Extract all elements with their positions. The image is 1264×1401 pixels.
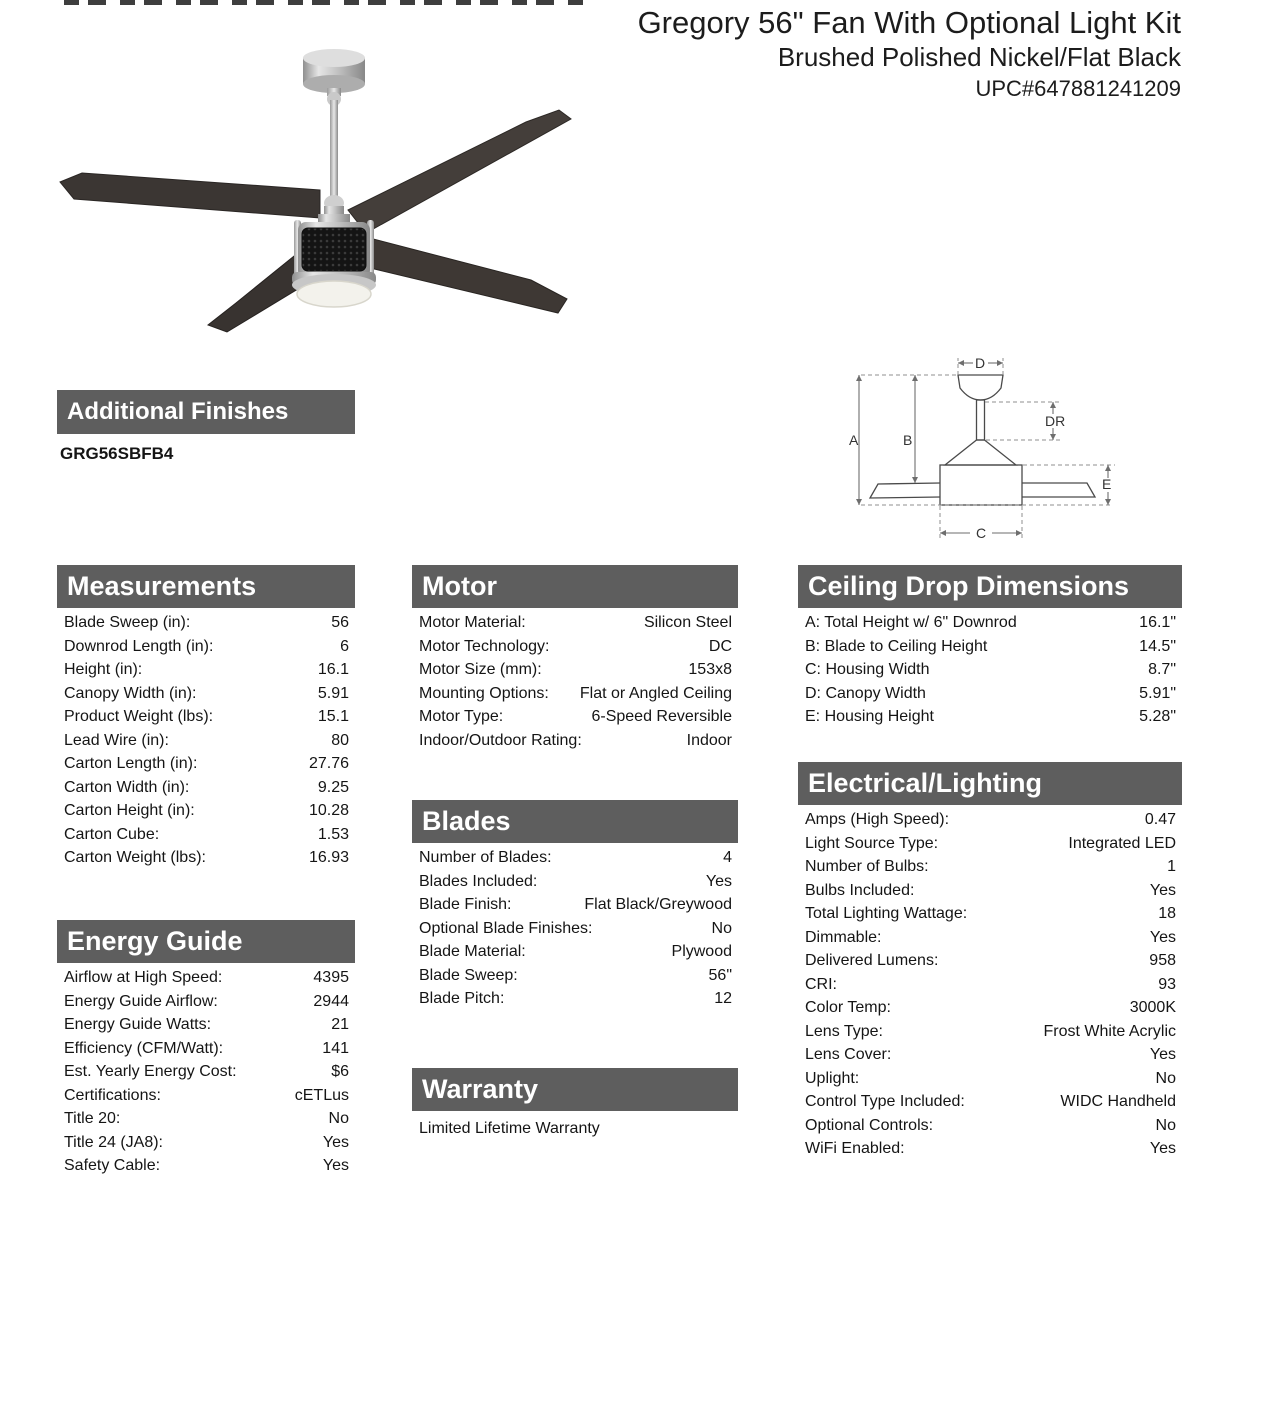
spec-label: Downrod Length (in): (64, 637, 214, 655)
diagram-label-d: D (974, 355, 986, 371)
spec-value: 141 (322, 1039, 349, 1057)
spec-label: Number of Bulbs: (805, 858, 929, 875)
motor-table (412, 611, 738, 752)
product-title: Gregory 56" Fan With Optional Light Kit (637, 5, 1181, 40)
spec-label: Blade Sweep (in): (64, 614, 191, 631)
spec-value: 18 (1158, 905, 1176, 922)
measurements-title: Measurements (67, 571, 257, 601)
ceiling-drop-title: Ceiling Drop Dimensions (808, 571, 1130, 601)
spec-row (412, 893, 738, 917)
spec-value: 9.25 (317, 778, 349, 796)
electrical-lighting-title: Electrical/Lighting (808, 768, 1043, 798)
spec-label: Carton Weight (lbs): (64, 849, 206, 866)
spec-row (57, 752, 355, 776)
spec-row (57, 1154, 355, 1178)
spec-row (412, 917, 738, 941)
warranty-note: Limited Lifetime Warranty (419, 1120, 600, 1137)
diagram-label-e: E (1102, 476, 1112, 492)
spec-value: 14.5" (1139, 637, 1176, 655)
spec-label: Blades Included: (419, 872, 538, 890)
spec-row (798, 1090, 1182, 1114)
additional-finishes-section (57, 390, 355, 464)
blades-table (412, 846, 738, 1011)
spec-value: 16.1" (1139, 614, 1176, 631)
spec-label: A: Total Height w/ 6" Downrod (805, 614, 1017, 631)
spec-label: Airflow at High Speed: (64, 969, 223, 986)
spec-label: Energy Guide Airflow: (64, 992, 218, 1010)
spec-value: 4395 (313, 969, 349, 986)
spec-value: No (1155, 1116, 1176, 1134)
clipped-top-text (64, 0, 586, 5)
spec-row (798, 1137, 1182, 1161)
spec-row (57, 1084, 355, 1108)
spec-value: DC (708, 637, 732, 655)
spec-value: Plywood (671, 943, 732, 960)
spec-label: Indoor/Outdoor Rating: (419, 731, 582, 749)
measurements-header (57, 565, 355, 608)
spec-label: Total Lighting Wattage: (805, 905, 968, 922)
energy-guide-table (57, 966, 355, 1178)
motor-title: Motor (422, 571, 497, 601)
electrical-lighting-section (798, 762, 1182, 1161)
diagram-label-dr: DR (1045, 413, 1066, 429)
spec-value: 10.28 (308, 802, 349, 819)
energy-guide-title: Energy Guide (67, 926, 243, 956)
spec-label: Efficiency (CFM/Watt): (64, 1039, 224, 1057)
spec-label: Amps (High Speed): (805, 811, 950, 828)
spec-label: Lens Type: (805, 1022, 883, 1040)
motor-section (412, 565, 738, 752)
spec-value: 1.53 (317, 825, 349, 843)
spec-row (412, 964, 738, 988)
spec-row (412, 635, 738, 659)
spec-label: Canopy Width (in): (64, 684, 197, 702)
spec-label: Color Temp: (805, 999, 891, 1016)
spec-row (412, 940, 738, 964)
spec-row (798, 1043, 1182, 1067)
spec-value: No (1155, 1069, 1176, 1087)
product-upc: UPC#647881241209 (975, 76, 1181, 101)
energy-guide-section (57, 920, 355, 1178)
spec-row (412, 658, 738, 682)
spec-row (798, 808, 1182, 832)
spec-label: Uplight: (805, 1069, 860, 1087)
spec-label: Bulbs Included: (805, 881, 915, 899)
blades-title: Blades (422, 806, 511, 836)
spec-label: Certifications: (64, 1086, 161, 1104)
spec-label: Motor Size (mm): (419, 661, 542, 678)
spec-label: Blade Pitch: (419, 990, 505, 1007)
product-finish: Brushed Polished Nickel/Flat Black (777, 42, 1181, 72)
blades-section (412, 800, 738, 1011)
spec-row (57, 1013, 355, 1037)
spec-row (57, 776, 355, 800)
spec-row (57, 729, 355, 753)
spec-row (412, 611, 738, 635)
spec-label: Carton Width (in): (64, 778, 190, 796)
spec-value: 6 (340, 637, 349, 655)
spec-value: Flat Black/Greywood (584, 896, 732, 913)
spec-label: Lens Cover: (805, 1046, 892, 1063)
spec-row (412, 705, 738, 729)
spec-row (412, 846, 738, 870)
spec-label: Motor Type: (419, 708, 504, 725)
spec-label: Energy Guide Watts: (64, 1016, 212, 1033)
energy-guide-header (57, 920, 355, 963)
diagram-label-a: A (849, 432, 859, 448)
spec-label: D: Canopy Width (805, 684, 926, 702)
spec-row (57, 682, 355, 706)
spec-value: Flat or Angled Ceiling (579, 684, 732, 702)
spec-label: Blade Sweep: (419, 966, 518, 984)
spec-row (798, 682, 1182, 706)
blades-header (412, 800, 738, 843)
spec-label: Product Weight (lbs): (64, 708, 214, 725)
spec-value: Yes (322, 1157, 349, 1174)
spec-row (57, 611, 355, 635)
spec-row (798, 949, 1182, 973)
spec-row (57, 846, 355, 870)
spec-value: 80 (331, 731, 349, 749)
spec-label: Motor Technology: (419, 637, 550, 655)
ceiling-drop-table (798, 611, 1182, 729)
spec-value: 153x8 (688, 661, 732, 678)
spec-value: Yes (322, 1133, 349, 1151)
spec-value: 56" (708, 966, 732, 984)
ceiling-drop-header (798, 565, 1182, 608)
spec-value: No (711, 919, 732, 937)
spec-row (57, 1131, 355, 1155)
spec-label: Blade Material: (419, 943, 526, 960)
spec-label: Optional Controls: (805, 1116, 934, 1134)
electrical-lighting-header (798, 762, 1182, 805)
diagram-label-c: C (975, 525, 987, 541)
spec-label: Title 20: (64, 1110, 121, 1127)
spec-value: Integrated LED (1068, 834, 1176, 852)
spec-label: Dimmable: (805, 928, 882, 946)
spec-value: Yes (1149, 928, 1176, 946)
spec-row (57, 823, 355, 847)
measurements-section (57, 565, 355, 870)
spec-label: Carton Cube: (64, 825, 160, 843)
spec-value: Yes (1149, 1140, 1176, 1157)
spec-row (57, 1037, 355, 1061)
spec-label: Lead Wire (in): (64, 731, 169, 749)
spec-row (57, 658, 355, 682)
warranty-title: Warranty (422, 1074, 539, 1104)
spec-row (798, 902, 1182, 926)
spec-value: 6-Speed Reversible (591, 708, 732, 725)
spec-value: No (328, 1110, 349, 1127)
finish-model-number: GRG56SBFB4 (60, 444, 174, 463)
spec-value: 958 (1149, 952, 1176, 969)
spec-value: Frost White Acrylic (1043, 1022, 1176, 1040)
spec-label: Est. Yearly Energy Cost: (64, 1063, 237, 1080)
spec-value: cETLus (294, 1086, 349, 1104)
spec-label: Light Source Type: (805, 834, 939, 852)
spec-label: Motor Material: (419, 614, 526, 631)
spec-row (798, 973, 1182, 997)
spec-row (412, 870, 738, 894)
spec-label: Title 24 (JA8): (64, 1133, 163, 1151)
spec-row (412, 682, 738, 706)
spec-label: C: Housing Width (805, 661, 930, 678)
spec-value: 8.7" (1148, 661, 1176, 678)
spec-value: 16.1 (317, 661, 349, 678)
spec-row (798, 879, 1182, 903)
spec-row (57, 705, 355, 729)
spec-row (412, 729, 738, 753)
spec-row (57, 990, 355, 1014)
spec-label: Mounting Options: (419, 684, 549, 702)
spec-label: Optional Blade Finishes: (419, 919, 593, 937)
ceiling-drop-section (798, 565, 1182, 729)
spec-row (798, 635, 1182, 659)
spec-label: Carton Length (in): (64, 755, 198, 772)
spec-value: Yes (1149, 881, 1176, 899)
spec-value: 5.28" (1139, 708, 1176, 725)
spec-value: 93 (1158, 975, 1176, 993)
ceiling-drop-diagram (845, 348, 1125, 548)
spec-value: Yes (1149, 1046, 1176, 1063)
spec-row (798, 996, 1182, 1020)
electrical-lighting-table (798, 808, 1182, 1161)
spec-value: WIDC Handheld (1060, 1093, 1176, 1110)
spec-value: 2944 (313, 992, 349, 1010)
spec-row (57, 799, 355, 823)
spec-value: Silicon Steel (643, 614, 732, 631)
spec-value: 0.47 (1144, 811, 1176, 828)
spec-row (798, 926, 1182, 950)
spec-label: Carton Height (in): (64, 802, 195, 819)
spec-row (57, 966, 355, 990)
fan-product-image (30, 22, 790, 340)
spec-value: Indoor (686, 731, 732, 749)
spec-value: 12 (714, 990, 732, 1007)
spec-value: 5.91" (1139, 684, 1176, 702)
measurements-table (57, 611, 355, 870)
spec-label: WiFi Enabled: (805, 1140, 905, 1157)
spec-row (798, 658, 1182, 682)
spec-row (798, 855, 1182, 879)
motor-header (412, 565, 738, 608)
spec-row (798, 1020, 1182, 1044)
spec-value: 21 (331, 1016, 349, 1033)
spec-row (57, 635, 355, 659)
spec-label: Number of Blades: (419, 849, 552, 866)
warranty-header (412, 1068, 738, 1111)
spec-row (798, 1067, 1182, 1091)
spec-row (798, 611, 1182, 635)
spec-row (798, 1114, 1182, 1138)
spec-label: B: Blade to Ceiling Height (805, 637, 988, 655)
spec-value: 5.91 (317, 684, 349, 702)
spec-value: 3000K (1129, 999, 1176, 1016)
spec-label: Safety Cable: (64, 1157, 161, 1174)
spec-value: Yes (705, 872, 732, 890)
spec-value: 15.1 (317, 708, 349, 725)
spec-value: $6 (331, 1063, 349, 1080)
spec-label: E: Housing Height (805, 708, 934, 725)
spec-label: Height (in): (64, 661, 143, 678)
spec-label: Delivered Lumens: (805, 952, 939, 969)
additional-finishes-title: Additional Finishes (67, 398, 289, 425)
diagram-label-b: B (903, 432, 913, 448)
spec-row (412, 987, 738, 1011)
spec-label: CRI: (805, 975, 837, 993)
spec-value: 4 (723, 849, 732, 866)
spec-value: 27.76 (308, 755, 349, 772)
spec-label: Control Type Included: (805, 1093, 965, 1110)
spec-value: 1 (1167, 858, 1176, 875)
spec-row (798, 832, 1182, 856)
spec-value: 56 (331, 614, 349, 631)
spec-row (798, 705, 1182, 729)
warranty-section (412, 1068, 738, 1138)
additional-finishes-header (57, 390, 355, 434)
spec-value: 16.93 (308, 849, 349, 866)
spec-row (57, 1107, 355, 1131)
spec-row (57, 1060, 355, 1084)
spec-label: Blade Finish: (419, 896, 512, 913)
